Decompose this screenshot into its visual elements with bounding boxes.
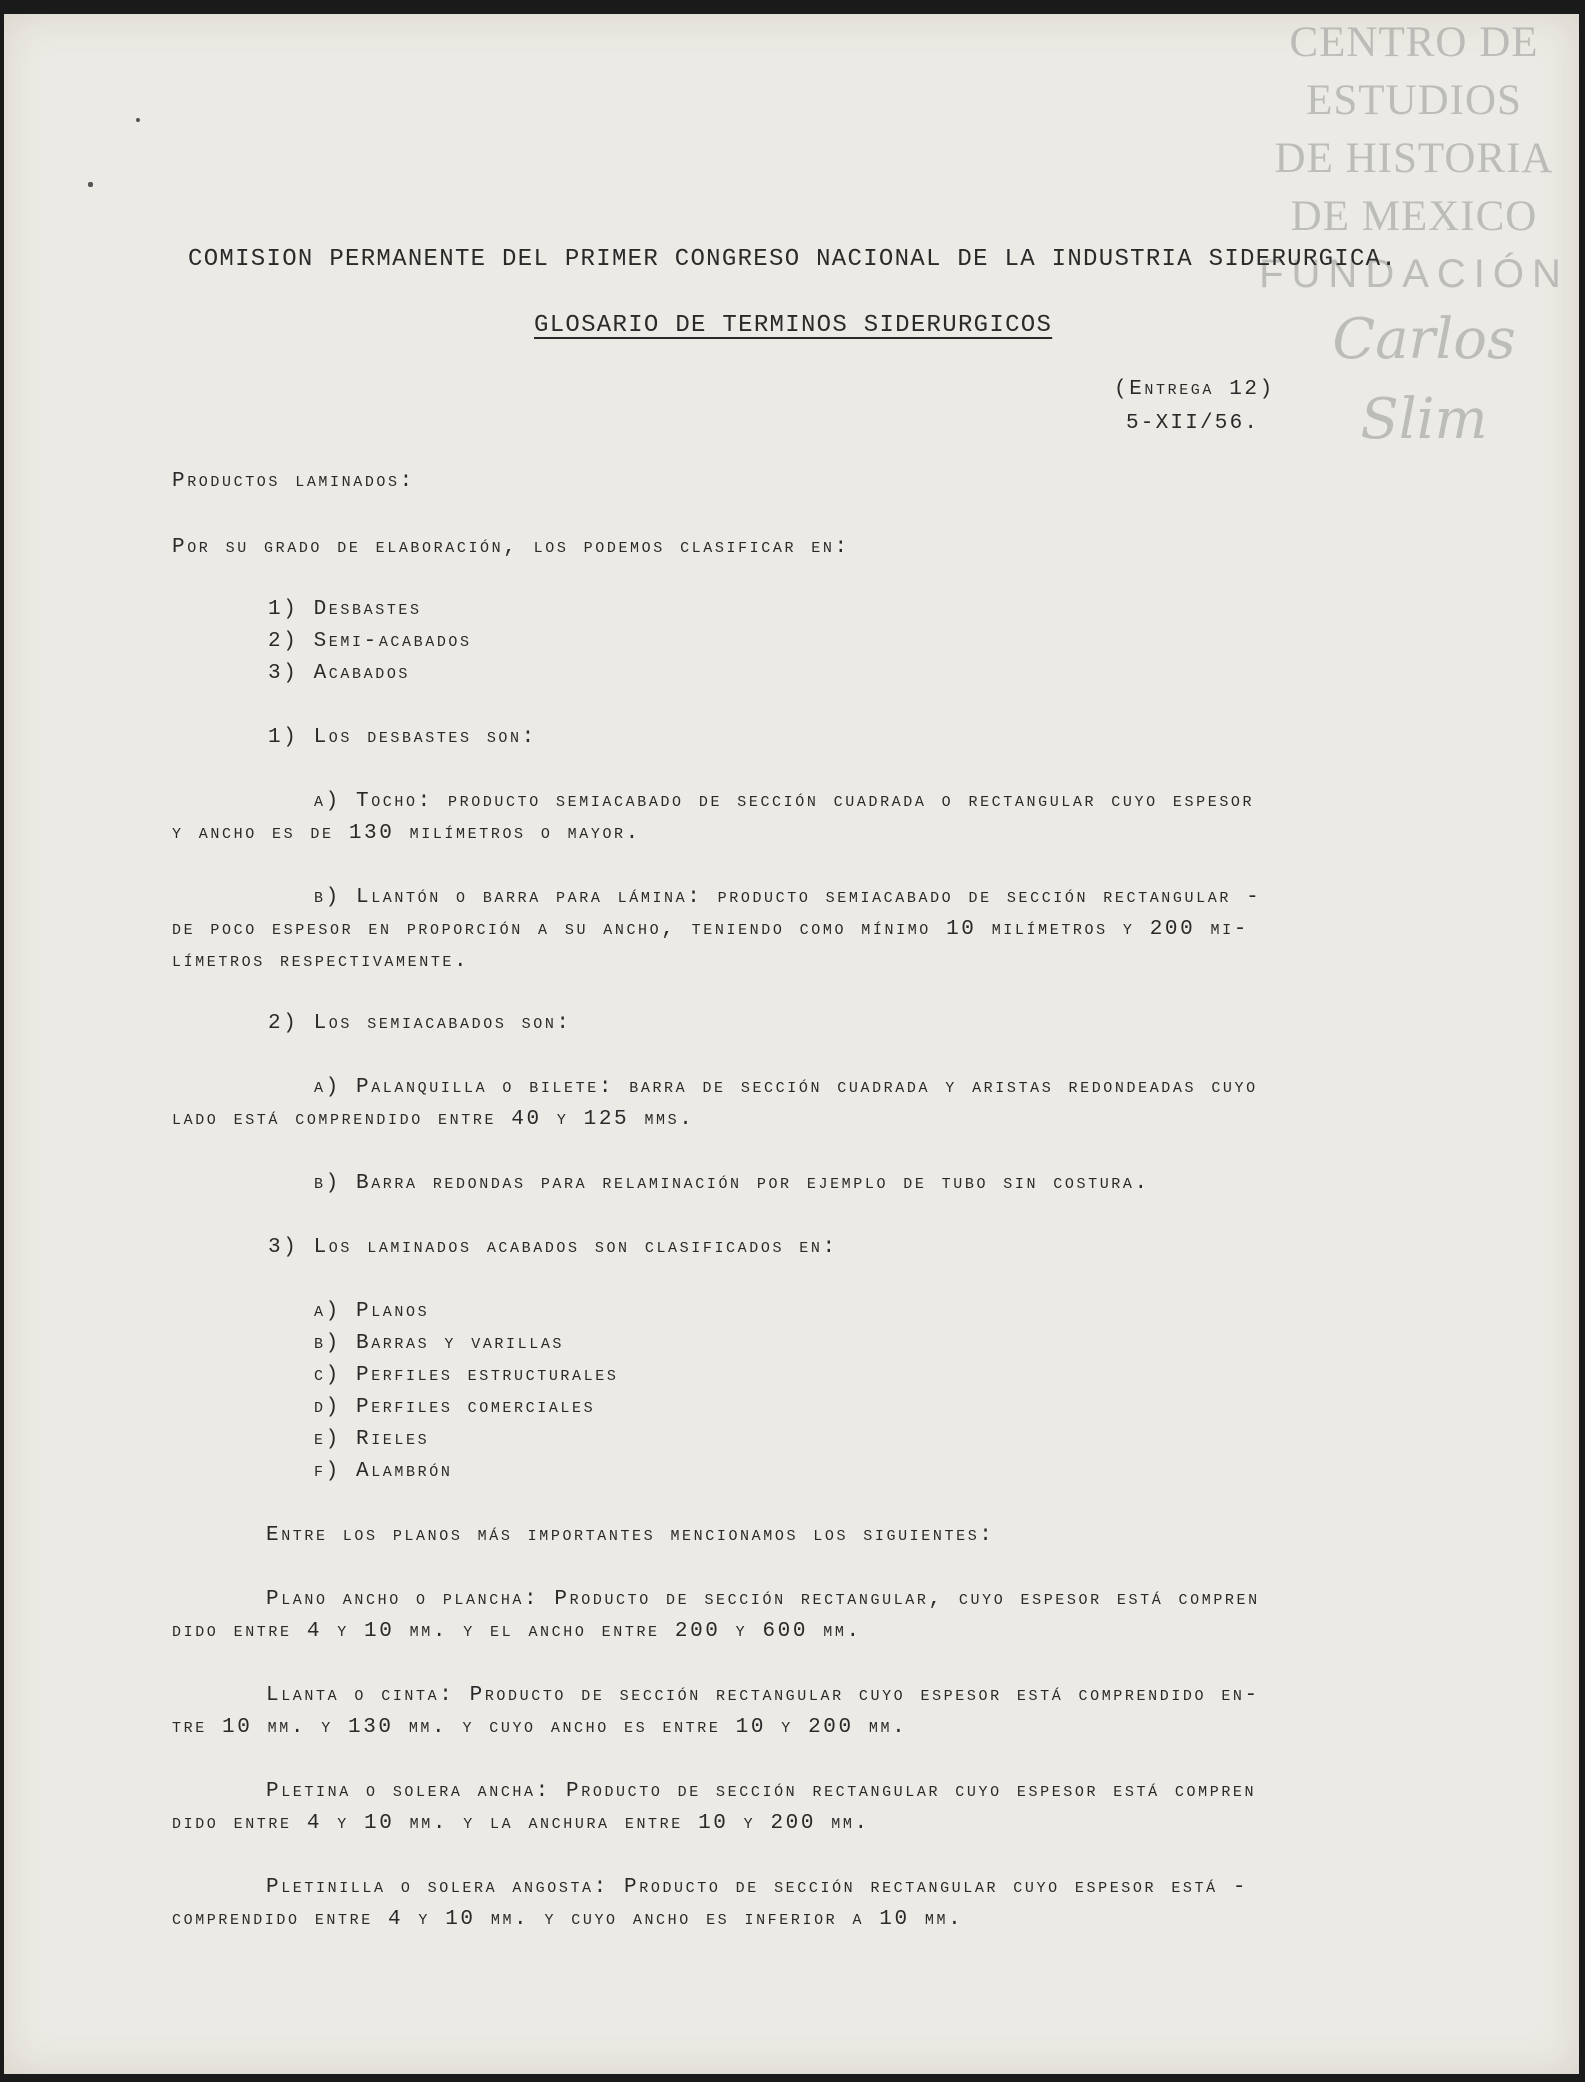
tocho-line-1: a) Tocho: producto semiacabado de sección cuadrada o rectangular cuyo espesor — [314, 790, 1255, 813]
archive-watermark — [1249, 14, 1579, 460]
acabados-item: f) Alambrón — [314, 1460, 453, 1483]
document-date: 5-XII/56. — [1126, 412, 1260, 435]
speck-mark — [88, 182, 93, 187]
watermark-line: ESTUDIOS — [1306, 77, 1522, 124]
llanta-line-1: Llanta o cinta: Producto de sección rectangular cuyo espesor está comprendido en- — [266, 1684, 1260, 1707]
barra-line: b) Barra redondas para relaminación por ejemplo de tubo sin costura. — [314, 1172, 1150, 1195]
class-item: 1) Desbastes — [268, 598, 422, 621]
llanton-line-2: de poco espesor en proporción a su ancho, teniendo como mínimo 10 milímetros y 200 mi- — [172, 918, 1249, 941]
section-heading: Productos laminados: — [172, 470, 415, 493]
watermark-foundation: FUNDACIÓN — [1259, 252, 1569, 296]
desbastes-heading: 1) Los desbastes son: — [268, 726, 537, 749]
llanton-line-1: b) Llantón o barra para lámina: producto semiacabado de sección rectangular - — [314, 886, 1262, 909]
watermark-line: DE MEXICO — [1290, 193, 1538, 240]
llanta-line-2: tre 10 mm. y 130 mm. y cuyo ancho es entre 10 y 200 mm. — [172, 1716, 908, 1739]
pletina-line-1: Pletina o solera ancha: Producto de sección rectangular cuyo espesor está compren — [266, 1780, 1257, 1803]
acabados-item: e) Rieles — [314, 1428, 430, 1451]
delivery-number: (Entrega 12) — [1114, 378, 1275, 401]
palanquilla-line-2: lado está comprendido entre 40 y 125 mms. — [172, 1108, 695, 1131]
plano-ancho-line-2: dido entre 4 y 10 mm. y el ancho entre 200 y 600 mm. — [172, 1620, 862, 1643]
document-page — [4, 14, 1579, 2074]
semiacabados-heading: 2) Los semiacabados son: — [268, 1012, 572, 1035]
class-item: 3) Acabados — [268, 662, 411, 685]
llanton-line-3: límetros respectivamente. — [172, 950, 470, 973]
plano-ancho-line-1: Plano ancho o plancha: Producto de sección rectangular, cuyo espesor está compren — [266, 1588, 1260, 1611]
pletinilla-line-1: Pletinilla o solera angosta: Producto de sección rectangular cuyo espesor está - — [266, 1876, 1249, 1899]
acabados-item: b) Barras y varillas — [314, 1332, 565, 1355]
speck-mark — [136, 118, 140, 122]
intro-paragraph: Por su grado de elaboración, los podemos clasificar en: — [172, 536, 850, 559]
acabados-item: d) Perfiles comerciales — [314, 1396, 596, 1419]
acabados-heading: 3) Los laminados acabados son clasificados en: — [268, 1236, 838, 1259]
acabados-item: c) Perfiles estructurales — [314, 1364, 619, 1387]
tocho-line-2: y ancho es de 130 milímetros o mayor. — [172, 822, 641, 845]
pletinilla-line-2: comprendido entre 4 y 10 mm. y cuyo ancho es inferior a 10 mm. — [172, 1908, 964, 1931]
document-subtitle: GLOSARIO DE TERMINOS SIDERURGICOS — [534, 312, 1053, 339]
palanquilla-line-1: a) Palanquilla o bilete: barra de sección cuadrada y aristas redondeadas cuyo — [314, 1076, 1258, 1099]
watermark-signature: Carlos Slim — [1332, 307, 1516, 452]
pletina-line-2: dido entre 4 y 10 mm. y la anchura entre 10 y 200 mm. — [172, 1812, 870, 1835]
class-item: 2) Semi-acabados — [268, 630, 472, 653]
watermark-line: CENTRO DE — [1289, 19, 1539, 66]
watermark-line: DE HISTORIA — [1274, 135, 1554, 182]
planos-intro: Entre los planos más importantes mencionamos los siguientes: — [266, 1524, 995, 1547]
document-title: COMISION PERMANENTE DEL PRIMER CONGRESO NACIONAL DE LA INDUSTRIA SIDERURGICA. — [188, 246, 1398, 273]
acabados-item: a) Planos — [314, 1300, 430, 1323]
